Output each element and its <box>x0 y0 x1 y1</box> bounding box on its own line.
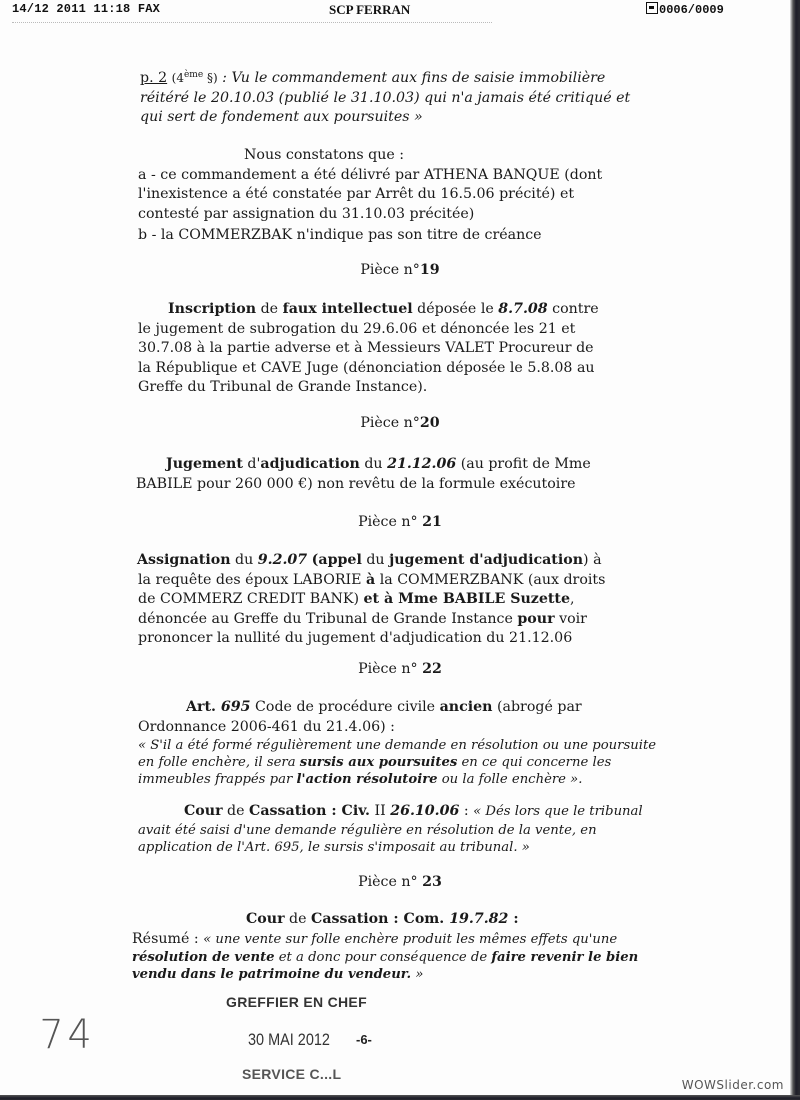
quote-line: : Vu le commandement aux fins de saisie immobilière <box>217 70 606 86</box>
fax-transmission-noise <box>12 22 492 25</box>
piece-22-heading: Pièce n° 22 <box>358 661 442 677</box>
cassation-civ-citation: Cour de Cassation : Civ. II 26.10.06 : « Dés lors que le tribunal avait été saisi d'une demande régulière en résolution de la vente, en application de l'Art. 695, le sursis s'imposait au tribunal. » <box>138 803 643 855</box>
piece-19-body: Inscription de faux intellectuel déposée le 8.7.08 contre le jugement de subrogation du 29.6.06 et dénoncée les 21 et 30.7.08 à la partie adverse et à Messieurs VALET Procureur de la République et CAVE Juge (dénonciation déposée le 5.8.08 au Greffe du Tribunal de Grande Instance). <box>138 301 599 395</box>
greffe-stamp-service: SERVICE C...L <box>242 1066 342 1082</box>
constat-line: b - la COMMERZBAK n'indique pas son titre de créance <box>138 227 542 243</box>
constat-heading: Nous constatons que : <box>244 147 405 163</box>
fax-header <box>0 2 790 18</box>
piece-22-body: Art. 695 Code de procédure civile ancien (abrogé par Ordonnance 2006-461 du 21.4.06) : « S'il a été formé régulièrement une demande en résolution ou une poursuite en folle enchère, il sera sursis aux poursuites en ce qui concerne les immeubles frappés par l'action résolutoire ou la folle enchère ». <box>138 699 657 787</box>
constat-line: a - ce commandement a été délivré par ATHENA BANQUE (dont <box>138 166 603 183</box>
intro-quote <box>140 66 660 128</box>
quote-line: réitéré le 20.10.03 (publié le 31.10.03) qui n'a jamais été critiqué et <box>140 89 631 106</box>
greffe-stamp-title: GREFFIER EN CHEF <box>226 994 367 1010</box>
paragraph-ref: (4ème §) <box>171 70 218 85</box>
page-counter-text: 0006/0009 <box>659 3 724 17</box>
piece-23-heading: Pièce n° 23 <box>358 874 442 890</box>
constat-section <box>140 146 660 246</box>
fax-datetime: 14/12 2011 11:18 FAX <box>12 2 161 16</box>
fax-sender: SCP FERRAN <box>329 2 411 17</box>
quote-line: qui sert de fondement aux poursuites » <box>140 109 423 125</box>
piece-20-heading: Pièce n°20 <box>360 415 440 431</box>
viewer-frame-bottom <box>0 1095 800 1100</box>
piece-23-body: Cour de Cassation : Com. 19.7.82 : Résumé : « une vente sur folle enchère produit les mêmes effets qu'une résolution de vente et a donc pour conséquence de faire revenir le bien vendu dans le patrimoine du vendeur. » <box>132 911 639 982</box>
handwritten-folio-number: 74 <box>39 1012 96 1058</box>
fax-page-counter <box>646 2 724 17</box>
page-reference: p. 2 <box>140 70 168 86</box>
page-number: -6- <box>356 1032 372 1047</box>
piece-19-heading: Pièce n°19 <box>360 262 440 278</box>
piece-21-heading: Pièce n° 21 <box>358 514 442 530</box>
piece-21-body: Assignation du 9.2.07 (appel du jugement d'adjudication) à la requête des époux LABORIE à la COMMERZBANK (aux droits de COMMERZ CREDIT BANK) et à Mme BABILE Suzette, dénoncée au Greffe du Tribunal de Grande Instance pour voir prononcer la nullité du jugement d'adjudication du 21.12.06 <box>137 552 606 646</box>
constat-line: l'inexistence a été constatée par Arrêt du 16.5.06 précité) et <box>138 186 575 202</box>
wowslider-watermark: WOWSlider.com <box>681 1078 784 1092</box>
viewer-frame-right <box>790 0 800 1100</box>
greffe-stamp-date: 30 MAI 2012 <box>248 1030 330 1049</box>
constat-line: contesté par assignation du 31.10.03 précitée) <box>138 205 475 222</box>
piece-20-body: Jugement d'adjudication du 21.12.06 (au profit de Mme BABILE pour 260 000 €) non revêtu de la formule exécutoire <box>136 456 591 492</box>
fax-page-icon <box>646 2 658 14</box>
